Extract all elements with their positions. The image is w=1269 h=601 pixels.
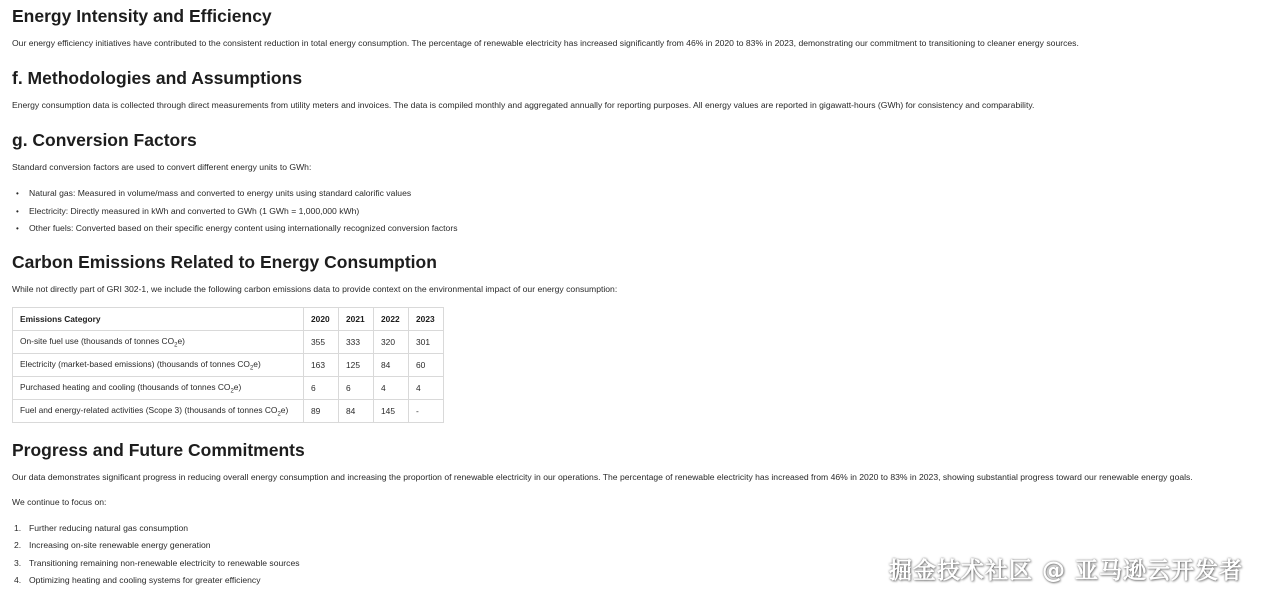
table-header-cell: 2020: [304, 308, 339, 331]
bullet-icon: •: [16, 189, 19, 198]
list-number: 4.: [14, 574, 22, 585]
table-cell: 301: [409, 331, 444, 354]
table-header-cell: 2023: [409, 308, 444, 331]
section-heading-carbon-emissions: Carbon Emissions Related to Energy Consumption: [12, 252, 437, 272]
table-row: [13, 377, 444, 400]
bullet-icon: •: [16, 224, 19, 233]
category-suffix: e): [233, 381, 242, 392]
list-number: 3.: [14, 557, 22, 568]
conversion-factors-paragraph: Standard conversion factors are used to convert different energy units to GWh:: [12, 162, 312, 172]
subscript: 2: [174, 342, 178, 349]
list-item-text: Further reducing natural gas consumption: [29, 523, 189, 533]
table-cell-category: [13, 400, 304, 423]
category-text: On-site fuel use (thousands of tonnes CO: [20, 335, 175, 346]
table-row: [13, 400, 444, 423]
table-cell: 84: [339, 400, 374, 423]
emissions-table: [12, 307, 444, 423]
table-cell: 333: [339, 331, 374, 354]
methodologies-paragraph: Energy consumption data is collected through direct measurements from utility meters and invoices. The data is compiled monthly and aggregated annually for reporting purposes. All energy values are reported in gigawatt-hours (GWh) for consistency and comparability.: [12, 100, 1035, 110]
table-header-cell: Emissions Category: [13, 308, 304, 331]
focus-list: [12, 520, 300, 589]
table-cell: 6: [339, 377, 374, 400]
table-header-cell: 2021: [339, 308, 374, 331]
carbon-emissions-paragraph: While not directly part of GRI 302-1, we include the following carbon emissions data to provide context on the environmental impact of our energy consumption:: [12, 284, 618, 294]
table-header-cell: 2022: [374, 308, 409, 331]
table-cell: 163: [304, 354, 339, 377]
list-item: [12, 555, 300, 572]
energy-intensity-paragraph: Our energy efficiency initiatives have contributed to the consistent reduction in total energy consumption. The percentage of renewable electricity has increased significantly from 46% in 2020 to 83% in 2023, demonstrating our commitment to transitioning to cleaner energy sources.: [12, 38, 1079, 48]
list-item-text: Natural gas: Measured in volume/mass and converted to energy units using standard calorific values: [29, 188, 412, 198]
category-suffix: e): [253, 358, 261, 369]
table-cell: 320: [374, 331, 409, 354]
table-cell-category: [13, 331, 304, 354]
list-item: [12, 537, 300, 554]
table-cell: -: [409, 400, 444, 423]
table-cell: 145: [374, 400, 409, 423]
list-item-text: Increasing on-site renewable energy generation: [29, 540, 211, 551]
subscript: 2: [249, 365, 254, 372]
category-text: Fuel and energy-related activities (Scope 3) (thousands of tonnes CO: [20, 404, 278, 415]
table-cell: 89: [304, 400, 339, 423]
progress-paragraph: Our data demonstrates significant progress in reducing overall energy consumption and increasing the proportion of renewable electricity in our operations. The percentage of renewable electricity has increased from 46% in 2020 to 83% in 2023, showing substantial progress toward our renewable energy goals.: [12, 472, 1193, 482]
table-cell: 125: [339, 354, 374, 377]
table-cell: 84: [374, 354, 409, 377]
bullet-icon: •: [16, 206, 19, 216]
section-heading-progress: Progress and Future Commitments: [12, 440, 305, 460]
list-item-text: Other fuels: Converted based on their specific energy content using internationally recognized conversion factors: [29, 223, 458, 233]
table-header-row: [13, 308, 444, 331]
table-cell: 355: [304, 331, 339, 354]
list-number: 2.: [14, 540, 22, 551]
table-cell: 4: [374, 377, 409, 400]
list-number: 1.: [14, 523, 22, 533]
list-item: [12, 572, 300, 589]
watermark-text: 掘金技术社区 @ 亚马逊云开发者: [889, 558, 1244, 584]
category-text: Electricity (market-based emissions) (thousands of tonnes CO: [20, 358, 250, 369]
list-item: [12, 185, 458, 203]
category-text: Purchased heating and cooling (thousands of tonnes CO: [20, 381, 231, 392]
list-item: [12, 220, 458, 238]
subscript: 2: [230, 388, 234, 395]
table-cell-category: [13, 354, 304, 377]
table-row: [13, 331, 444, 354]
list-item: [12, 203, 458, 221]
table-cell-category: [13, 377, 304, 400]
table-cell: 4: [409, 377, 444, 400]
section-heading-conversion-factors: g. Conversion Factors: [12, 130, 197, 150]
section-heading-energy-intensity: Energy Intensity and Efficiency: [12, 6, 272, 26]
list-item-text: Transitioning remaining non-renewable electricity to renewable sources: [29, 557, 300, 568]
conversion-factors-list: [12, 185, 458, 238]
list-item: [12, 520, 300, 537]
subscript: 2: [277, 411, 281, 418]
list-item-text: Electricity: Directly measured in kWh and converted to GWh (1 GWh = 1,000,000 kWh): [29, 205, 360, 216]
category-suffix: e): [280, 404, 289, 415]
focus-intro: We continue to focus on:: [12, 497, 107, 507]
table-cell: 60: [409, 354, 444, 377]
section-heading-methodologies: f. Methodologies and Assumptions: [12, 68, 303, 88]
table-row: [13, 354, 444, 377]
list-item-text: Optimizing heating and cooling systems for greater efficiency: [29, 574, 261, 585]
table-cell: 6: [304, 377, 339, 400]
category-suffix: e): [177, 335, 185, 346]
